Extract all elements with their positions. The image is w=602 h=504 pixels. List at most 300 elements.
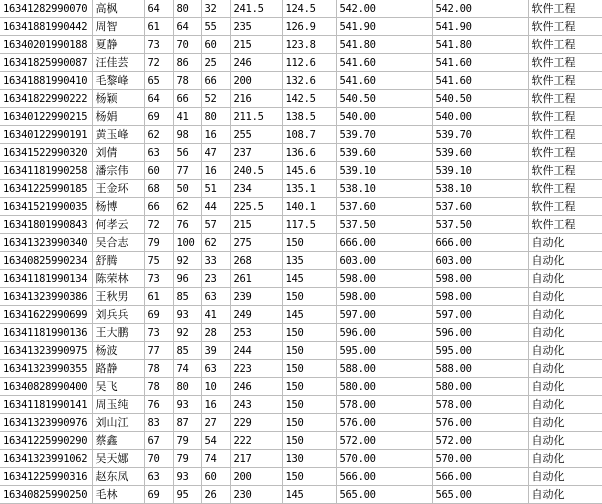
score-d-cell[interactable]: 222 bbox=[230, 432, 282, 450]
score-c-cell[interactable]: 54 bbox=[201, 432, 230, 450]
final-score-cell[interactable]: 537.60 bbox=[432, 198, 528, 216]
score-b-cell[interactable]: 76 bbox=[173, 216, 201, 234]
final-score-cell[interactable]: 540.00 bbox=[432, 108, 528, 126]
total-cell[interactable]: 566.00 bbox=[336, 468, 432, 486]
score-c-cell[interactable]: 39 bbox=[201, 342, 230, 360]
table-row[interactable] bbox=[0, 432, 602, 450]
score-e-cell[interactable]: 145 bbox=[282, 486, 336, 504]
score-e-cell[interactable]: 132.6 bbox=[282, 72, 336, 90]
score-e-cell[interactable]: 135.1 bbox=[282, 180, 336, 198]
final-score-cell[interactable]: 578.00 bbox=[432, 396, 528, 414]
score-d-cell[interactable]: 230 bbox=[230, 486, 282, 504]
final-score-cell[interactable]: 541.60 bbox=[432, 54, 528, 72]
score-e-cell[interactable]: 126.9 bbox=[282, 18, 336, 36]
score-e-cell[interactable]: 112.6 bbox=[282, 54, 336, 72]
score-c-cell[interactable]: 74 bbox=[201, 450, 230, 468]
score-b-cell[interactable]: 93 bbox=[173, 306, 201, 324]
score-b-cell[interactable]: 74 bbox=[173, 360, 201, 378]
score-c-cell[interactable]: 52 bbox=[201, 90, 230, 108]
final-score-cell[interactable]: 566.00 bbox=[432, 468, 528, 486]
final-score-cell[interactable]: 539.10 bbox=[432, 162, 528, 180]
score-c-cell[interactable]: 63 bbox=[201, 360, 230, 378]
score-a-cell[interactable]: 61 bbox=[144, 288, 173, 306]
major-cell[interactable]: 自动化 bbox=[528, 360, 602, 378]
table-row[interactable] bbox=[0, 90, 602, 108]
score-b-cell[interactable]: 92 bbox=[173, 324, 201, 342]
score-e-cell[interactable]: 130 bbox=[282, 450, 336, 468]
major-cell[interactable]: 软件工程 bbox=[528, 54, 602, 72]
score-c-cell[interactable]: 28 bbox=[201, 324, 230, 342]
score-e-cell[interactable]: 150 bbox=[282, 414, 336, 432]
major-cell[interactable]: 自动化 bbox=[528, 288, 602, 306]
major-cell[interactable]: 自动化 bbox=[528, 378, 602, 396]
score-c-cell[interactable]: 16 bbox=[201, 162, 230, 180]
table-row[interactable] bbox=[0, 234, 602, 252]
student-id-cell[interactable]: 16341181990258 bbox=[0, 162, 92, 180]
table-row[interactable] bbox=[0, 180, 602, 198]
name-cell[interactable]: 吴合志 bbox=[92, 234, 144, 252]
score-b-cell[interactable]: 93 bbox=[173, 396, 201, 414]
score-a-cell[interactable]: 77 bbox=[144, 342, 173, 360]
table-row[interactable] bbox=[0, 252, 602, 270]
major-cell[interactable]: 自动化 bbox=[528, 486, 602, 504]
major-cell[interactable]: 软件工程 bbox=[528, 36, 602, 54]
table-row[interactable] bbox=[0, 486, 602, 504]
score-d-cell[interactable]: 241.5 bbox=[230, 0, 282, 18]
table-row[interactable] bbox=[0, 54, 602, 72]
name-cell[interactable]: 舒腾 bbox=[92, 252, 144, 270]
table-row[interactable] bbox=[0, 126, 602, 144]
major-cell[interactable]: 软件工程 bbox=[528, 126, 602, 144]
score-d-cell[interactable]: 268 bbox=[230, 252, 282, 270]
score-d-cell[interactable]: 211.5 bbox=[230, 108, 282, 126]
final-score-cell[interactable]: 666.00 bbox=[432, 234, 528, 252]
score-c-cell[interactable]: 62 bbox=[201, 234, 230, 252]
score-d-cell[interactable]: 200 bbox=[230, 468, 282, 486]
score-c-cell[interactable]: 16 bbox=[201, 396, 230, 414]
score-b-cell[interactable]: 85 bbox=[173, 342, 201, 360]
score-a-cell[interactable]: 60 bbox=[144, 162, 173, 180]
score-b-cell[interactable]: 86 bbox=[173, 54, 201, 72]
name-cell[interactable]: 黄玉峰 bbox=[92, 126, 144, 144]
table-row[interactable] bbox=[0, 198, 602, 216]
score-e-cell[interactable]: 150 bbox=[282, 432, 336, 450]
student-id-cell[interactable]: 16341225990185 bbox=[0, 180, 92, 198]
score-e-cell[interactable]: 117.5 bbox=[282, 216, 336, 234]
table-row[interactable] bbox=[0, 36, 602, 54]
score-a-cell[interactable]: 72 bbox=[144, 54, 173, 72]
name-cell[interactable]: 路静 bbox=[92, 360, 144, 378]
final-score-cell[interactable]: 595.00 bbox=[432, 342, 528, 360]
table-row[interactable] bbox=[0, 108, 602, 126]
total-cell[interactable]: 540.00 bbox=[336, 108, 432, 126]
score-e-cell[interactable]: 138.5 bbox=[282, 108, 336, 126]
major-cell[interactable]: 自动化 bbox=[528, 432, 602, 450]
table-row[interactable] bbox=[0, 162, 602, 180]
score-b-cell[interactable]: 80 bbox=[173, 378, 201, 396]
student-id-cell[interactable]: 16341225990290 bbox=[0, 432, 92, 450]
score-d-cell[interactable]: 216 bbox=[230, 90, 282, 108]
score-d-cell[interactable]: 239 bbox=[230, 288, 282, 306]
score-e-cell[interactable]: 108.7 bbox=[282, 126, 336, 144]
student-id-cell[interactable]: 16341822990222 bbox=[0, 90, 92, 108]
name-cell[interactable]: 周智 bbox=[92, 18, 144, 36]
total-cell[interactable]: 539.60 bbox=[336, 144, 432, 162]
name-cell[interactable]: 杨博 bbox=[92, 198, 144, 216]
score-e-cell[interactable]: 145 bbox=[282, 306, 336, 324]
final-score-cell[interactable]: 542.00 bbox=[432, 0, 528, 18]
score-a-cell[interactable]: 64 bbox=[144, 0, 173, 18]
score-b-cell[interactable]: 85 bbox=[173, 288, 201, 306]
major-cell[interactable]: 自动化 bbox=[528, 252, 602, 270]
name-cell[interactable]: 刘山江 bbox=[92, 414, 144, 432]
major-cell[interactable]: 自动化 bbox=[528, 324, 602, 342]
student-id-cell[interactable]: 16341181990141 bbox=[0, 396, 92, 414]
table-row[interactable] bbox=[0, 306, 602, 324]
total-cell[interactable]: 539.70 bbox=[336, 126, 432, 144]
score-a-cell[interactable]: 61 bbox=[144, 18, 173, 36]
student-id-cell[interactable]: 16340825990250 bbox=[0, 486, 92, 504]
score-e-cell[interactable]: 150 bbox=[282, 234, 336, 252]
final-score-cell[interactable]: 580.00 bbox=[432, 378, 528, 396]
score-d-cell[interactable]: 237 bbox=[230, 144, 282, 162]
score-b-cell[interactable]: 79 bbox=[173, 450, 201, 468]
major-cell[interactable]: 软件工程 bbox=[528, 90, 602, 108]
score-a-cell[interactable]: 69 bbox=[144, 306, 173, 324]
score-b-cell[interactable]: 100 bbox=[173, 234, 201, 252]
score-b-cell[interactable]: 70 bbox=[173, 36, 201, 54]
score-c-cell[interactable]: 41 bbox=[201, 306, 230, 324]
total-cell[interactable]: 540.50 bbox=[336, 90, 432, 108]
major-cell[interactable]: 自动化 bbox=[528, 234, 602, 252]
score-c-cell[interactable]: 80 bbox=[201, 108, 230, 126]
table-row[interactable] bbox=[0, 468, 602, 486]
major-cell[interactable]: 软件工程 bbox=[528, 216, 602, 234]
total-cell[interactable]: 598.00 bbox=[336, 270, 432, 288]
score-a-cell[interactable]: 73 bbox=[144, 36, 173, 54]
score-b-cell[interactable]: 92 bbox=[173, 252, 201, 270]
final-score-cell[interactable]: 538.10 bbox=[432, 180, 528, 198]
score-c-cell[interactable]: 32 bbox=[201, 0, 230, 18]
table-row[interactable] bbox=[0, 360, 602, 378]
score-a-cell[interactable]: 79 bbox=[144, 234, 173, 252]
score-a-cell[interactable]: 66 bbox=[144, 198, 173, 216]
score-a-cell[interactable]: 78 bbox=[144, 360, 173, 378]
total-cell[interactable]: 541.60 bbox=[336, 72, 432, 90]
name-cell[interactable]: 高枫 bbox=[92, 0, 144, 18]
score-d-cell[interactable]: 229 bbox=[230, 414, 282, 432]
score-e-cell[interactable]: 142.5 bbox=[282, 90, 336, 108]
name-cell[interactable]: 何孝云 bbox=[92, 216, 144, 234]
score-e-cell[interactable]: 135 bbox=[282, 252, 336, 270]
score-e-cell[interactable]: 150 bbox=[282, 378, 336, 396]
student-id-cell[interactable]: 16340828990400 bbox=[0, 378, 92, 396]
score-b-cell[interactable]: 64 bbox=[173, 18, 201, 36]
score-b-cell[interactable]: 98 bbox=[173, 126, 201, 144]
final-score-cell[interactable]: 539.70 bbox=[432, 126, 528, 144]
final-score-cell[interactable]: 598.00 bbox=[432, 270, 528, 288]
major-cell[interactable]: 软件工程 bbox=[528, 0, 602, 18]
score-e-cell[interactable]: 124.5 bbox=[282, 0, 336, 18]
score-a-cell[interactable]: 75 bbox=[144, 252, 173, 270]
final-score-cell[interactable]: 598.00 bbox=[432, 288, 528, 306]
final-score-cell[interactable]: 539.60 bbox=[432, 144, 528, 162]
total-cell[interactable]: 542.00 bbox=[336, 0, 432, 18]
score-e-cell[interactable]: 150 bbox=[282, 360, 336, 378]
score-e-cell[interactable]: 140.1 bbox=[282, 198, 336, 216]
name-cell[interactable]: 毛林 bbox=[92, 486, 144, 504]
name-cell[interactable]: 蔡鑫 bbox=[92, 432, 144, 450]
student-id-cell[interactable]: 16341825990087 bbox=[0, 54, 92, 72]
table-row[interactable] bbox=[0, 450, 602, 468]
total-cell[interactable]: 576.00 bbox=[336, 414, 432, 432]
student-id-cell[interactable]: 16341521990035 bbox=[0, 198, 92, 216]
name-cell[interactable]: 吴天娜 bbox=[92, 450, 144, 468]
table-row[interactable] bbox=[0, 18, 602, 36]
score-e-cell[interactable]: 150 bbox=[282, 324, 336, 342]
final-score-cell[interactable]: 537.50 bbox=[432, 216, 528, 234]
total-cell[interactable]: 580.00 bbox=[336, 378, 432, 396]
student-id-cell[interactable]: 16340122990191 bbox=[0, 126, 92, 144]
name-cell[interactable]: 周玉纯 bbox=[92, 396, 144, 414]
student-id-cell[interactable]: 16341323990355 bbox=[0, 360, 92, 378]
score-b-cell[interactable]: 77 bbox=[173, 162, 201, 180]
score-d-cell[interactable]: 253 bbox=[230, 324, 282, 342]
total-cell[interactable]: 538.10 bbox=[336, 180, 432, 198]
total-cell[interactable]: 588.00 bbox=[336, 360, 432, 378]
score-c-cell[interactable]: 44 bbox=[201, 198, 230, 216]
final-score-cell[interactable]: 570.00 bbox=[432, 450, 528, 468]
score-b-cell[interactable]: 95 bbox=[173, 486, 201, 504]
table-row[interactable] bbox=[0, 414, 602, 432]
score-e-cell[interactable]: 150 bbox=[282, 342, 336, 360]
score-c-cell[interactable]: 55 bbox=[201, 18, 230, 36]
total-cell[interactable]: 541.60 bbox=[336, 54, 432, 72]
table-row[interactable] bbox=[0, 0, 602, 18]
score-b-cell[interactable]: 66 bbox=[173, 90, 201, 108]
name-cell[interactable]: 汪佳芸 bbox=[92, 54, 144, 72]
score-d-cell[interactable]: 246 bbox=[230, 54, 282, 72]
score-a-cell[interactable]: 67 bbox=[144, 432, 173, 450]
score-c-cell[interactable]: 60 bbox=[201, 36, 230, 54]
score-c-cell[interactable]: 47 bbox=[201, 144, 230, 162]
major-cell[interactable]: 软件工程 bbox=[528, 162, 602, 180]
student-id-cell[interactable]: 16341282990070 bbox=[0, 0, 92, 18]
score-e-cell[interactable]: 150 bbox=[282, 468, 336, 486]
name-cell[interactable]: 杨波 bbox=[92, 342, 144, 360]
student-id-cell[interactable]: 16341881990442 bbox=[0, 18, 92, 36]
score-c-cell[interactable]: 60 bbox=[201, 468, 230, 486]
score-b-cell[interactable]: 41 bbox=[173, 108, 201, 126]
name-cell[interactable]: 潘宗伟 bbox=[92, 162, 144, 180]
final-score-cell[interactable]: 603.00 bbox=[432, 252, 528, 270]
final-score-cell[interactable]: 572.00 bbox=[432, 432, 528, 450]
score-b-cell[interactable]: 93 bbox=[173, 468, 201, 486]
score-a-cell[interactable]: 69 bbox=[144, 108, 173, 126]
score-d-cell[interactable]: 249 bbox=[230, 306, 282, 324]
table-row[interactable] bbox=[0, 288, 602, 306]
student-id-cell[interactable]: 16340122990215 bbox=[0, 108, 92, 126]
final-score-cell[interactable]: 541.60 bbox=[432, 72, 528, 90]
score-a-cell[interactable]: 64 bbox=[144, 90, 173, 108]
major-cell[interactable]: 软件工程 bbox=[528, 198, 602, 216]
name-cell[interactable]: 夏静 bbox=[92, 36, 144, 54]
table-row[interactable] bbox=[0, 270, 602, 288]
score-e-cell[interactable]: 136.6 bbox=[282, 144, 336, 162]
name-cell[interactable]: 吴飞 bbox=[92, 378, 144, 396]
score-a-cell[interactable]: 72 bbox=[144, 216, 173, 234]
score-a-cell[interactable]: 62 bbox=[144, 126, 173, 144]
name-cell[interactable]: 陈荣林 bbox=[92, 270, 144, 288]
name-cell[interactable]: 杨颖 bbox=[92, 90, 144, 108]
score-d-cell[interactable]: 200 bbox=[230, 72, 282, 90]
name-cell[interactable]: 王秋男 bbox=[92, 288, 144, 306]
score-c-cell[interactable]: 16 bbox=[201, 126, 230, 144]
score-a-cell[interactable]: 73 bbox=[144, 270, 173, 288]
table-row[interactable] bbox=[0, 72, 602, 90]
major-cell[interactable]: 软件工程 bbox=[528, 108, 602, 126]
major-cell[interactable]: 自动化 bbox=[528, 396, 602, 414]
score-c-cell[interactable]: 23 bbox=[201, 270, 230, 288]
major-cell[interactable]: 自动化 bbox=[528, 450, 602, 468]
student-id-cell[interactable]: 16341801990843 bbox=[0, 216, 92, 234]
score-b-cell[interactable]: 79 bbox=[173, 432, 201, 450]
student-id-cell[interactable]: 16341323990386 bbox=[0, 288, 92, 306]
major-cell[interactable]: 软件工程 bbox=[528, 144, 602, 162]
score-b-cell[interactable]: 56 bbox=[173, 144, 201, 162]
name-cell[interactable]: 毛黎峰 bbox=[92, 72, 144, 90]
score-d-cell[interactable]: 223 bbox=[230, 360, 282, 378]
name-cell[interactable]: 赵东凤 bbox=[92, 468, 144, 486]
total-cell[interactable]: 597.00 bbox=[336, 306, 432, 324]
major-cell[interactable]: 自动化 bbox=[528, 270, 602, 288]
table-row[interactable] bbox=[0, 324, 602, 342]
score-d-cell[interactable]: 244 bbox=[230, 342, 282, 360]
name-cell[interactable]: 杨娟 bbox=[92, 108, 144, 126]
score-e-cell[interactable]: 145 bbox=[282, 270, 336, 288]
score-a-cell[interactable]: 73 bbox=[144, 324, 173, 342]
score-e-cell[interactable]: 123.8 bbox=[282, 36, 336, 54]
score-a-cell[interactable]: 63 bbox=[144, 144, 173, 162]
table-row[interactable] bbox=[0, 216, 602, 234]
total-cell[interactable]: 595.00 bbox=[336, 342, 432, 360]
score-c-cell[interactable]: 33 bbox=[201, 252, 230, 270]
score-a-cell[interactable]: 69 bbox=[144, 486, 173, 504]
score-c-cell[interactable]: 63 bbox=[201, 288, 230, 306]
student-id-cell[interactable]: 16341622990699 bbox=[0, 306, 92, 324]
major-cell[interactable]: 自动化 bbox=[528, 342, 602, 360]
total-cell[interactable]: 578.00 bbox=[336, 396, 432, 414]
score-a-cell[interactable]: 78 bbox=[144, 378, 173, 396]
score-b-cell[interactable]: 87 bbox=[173, 414, 201, 432]
score-d-cell[interactable]: 215 bbox=[230, 36, 282, 54]
score-d-cell[interactable]: 240.5 bbox=[230, 162, 282, 180]
total-cell[interactable]: 541.80 bbox=[336, 36, 432, 54]
final-score-cell[interactable]: 541.90 bbox=[432, 18, 528, 36]
student-id-cell[interactable]: 16341323990340 bbox=[0, 234, 92, 252]
score-c-cell[interactable]: 25 bbox=[201, 54, 230, 72]
total-cell[interactable]: 666.00 bbox=[336, 234, 432, 252]
major-cell[interactable]: 软件工程 bbox=[528, 72, 602, 90]
score-a-cell[interactable]: 63 bbox=[144, 468, 173, 486]
score-c-cell[interactable]: 66 bbox=[201, 72, 230, 90]
score-d-cell[interactable]: 261 bbox=[230, 270, 282, 288]
final-score-cell[interactable]: 565.00 bbox=[432, 486, 528, 504]
score-d-cell[interactable]: 215 bbox=[230, 216, 282, 234]
final-score-cell[interactable]: 576.00 bbox=[432, 414, 528, 432]
student-id-cell[interactable]: 16341323990975 bbox=[0, 342, 92, 360]
score-e-cell[interactable]: 145.6 bbox=[282, 162, 336, 180]
student-id-cell[interactable]: 16341323990976 bbox=[0, 414, 92, 432]
score-d-cell[interactable]: 275 bbox=[230, 234, 282, 252]
total-cell[interactable]: 603.00 bbox=[336, 252, 432, 270]
total-cell[interactable]: 572.00 bbox=[336, 432, 432, 450]
score-a-cell[interactable]: 65 bbox=[144, 72, 173, 90]
student-id-cell[interactable]: 16341225990316 bbox=[0, 468, 92, 486]
score-a-cell[interactable]: 76 bbox=[144, 396, 173, 414]
score-b-cell[interactable]: 78 bbox=[173, 72, 201, 90]
score-b-cell[interactable]: 96 bbox=[173, 270, 201, 288]
score-d-cell[interactable]: 225.5 bbox=[230, 198, 282, 216]
name-cell[interactable]: 王大鹏 bbox=[92, 324, 144, 342]
score-b-cell[interactable]: 62 bbox=[173, 198, 201, 216]
table-row[interactable] bbox=[0, 378, 602, 396]
score-d-cell[interactable]: 255 bbox=[230, 126, 282, 144]
major-cell[interactable]: 软件工程 bbox=[528, 18, 602, 36]
student-id-cell[interactable]: 16341181990136 bbox=[0, 324, 92, 342]
total-cell[interactable]: 565.00 bbox=[336, 486, 432, 504]
score-e-cell[interactable]: 150 bbox=[282, 288, 336, 306]
name-cell[interactable]: 王金环 bbox=[92, 180, 144, 198]
total-cell[interactable]: 596.00 bbox=[336, 324, 432, 342]
score-c-cell[interactable]: 26 bbox=[201, 486, 230, 504]
total-cell[interactable]: 539.10 bbox=[336, 162, 432, 180]
total-cell[interactable]: 537.60 bbox=[336, 198, 432, 216]
total-cell[interactable]: 598.00 bbox=[336, 288, 432, 306]
name-cell[interactable]: 刘倩 bbox=[92, 144, 144, 162]
student-id-cell[interactable]: 16340825990234 bbox=[0, 252, 92, 270]
student-id-cell[interactable]: 16341181990134 bbox=[0, 270, 92, 288]
total-cell[interactable]: 537.50 bbox=[336, 216, 432, 234]
final-score-cell[interactable]: 597.00 bbox=[432, 306, 528, 324]
score-c-cell[interactable]: 51 bbox=[201, 180, 230, 198]
score-e-cell[interactable]: 150 bbox=[282, 396, 336, 414]
score-a-cell[interactable]: 68 bbox=[144, 180, 173, 198]
score-c-cell[interactable]: 27 bbox=[201, 414, 230, 432]
score-d-cell[interactable]: 246 bbox=[230, 378, 282, 396]
major-cell[interactable]: 自动化 bbox=[528, 414, 602, 432]
table-row[interactable] bbox=[0, 342, 602, 360]
score-d-cell[interactable]: 235 bbox=[230, 18, 282, 36]
score-c-cell[interactable]: 57 bbox=[201, 216, 230, 234]
table-row[interactable] bbox=[0, 396, 602, 414]
final-score-cell[interactable]: 541.80 bbox=[432, 36, 528, 54]
score-b-cell[interactable]: 50 bbox=[173, 180, 201, 198]
student-id-cell[interactable]: 16340201990188 bbox=[0, 36, 92, 54]
score-d-cell[interactable]: 217 bbox=[230, 450, 282, 468]
score-c-cell[interactable]: 10 bbox=[201, 378, 230, 396]
final-score-cell[interactable]: 596.00 bbox=[432, 324, 528, 342]
major-cell[interactable]: 自动化 bbox=[528, 306, 602, 324]
final-score-cell[interactable]: 540.50 bbox=[432, 90, 528, 108]
score-a-cell[interactable]: 70 bbox=[144, 450, 173, 468]
major-cell[interactable]: 软件工程 bbox=[528, 180, 602, 198]
final-score-cell[interactable]: 588.00 bbox=[432, 360, 528, 378]
table-row[interactable] bbox=[0, 144, 602, 162]
score-b-cell[interactable]: 80 bbox=[173, 0, 201, 18]
score-a-cell[interactable]: 83 bbox=[144, 414, 173, 432]
total-cell[interactable]: 570.00 bbox=[336, 450, 432, 468]
